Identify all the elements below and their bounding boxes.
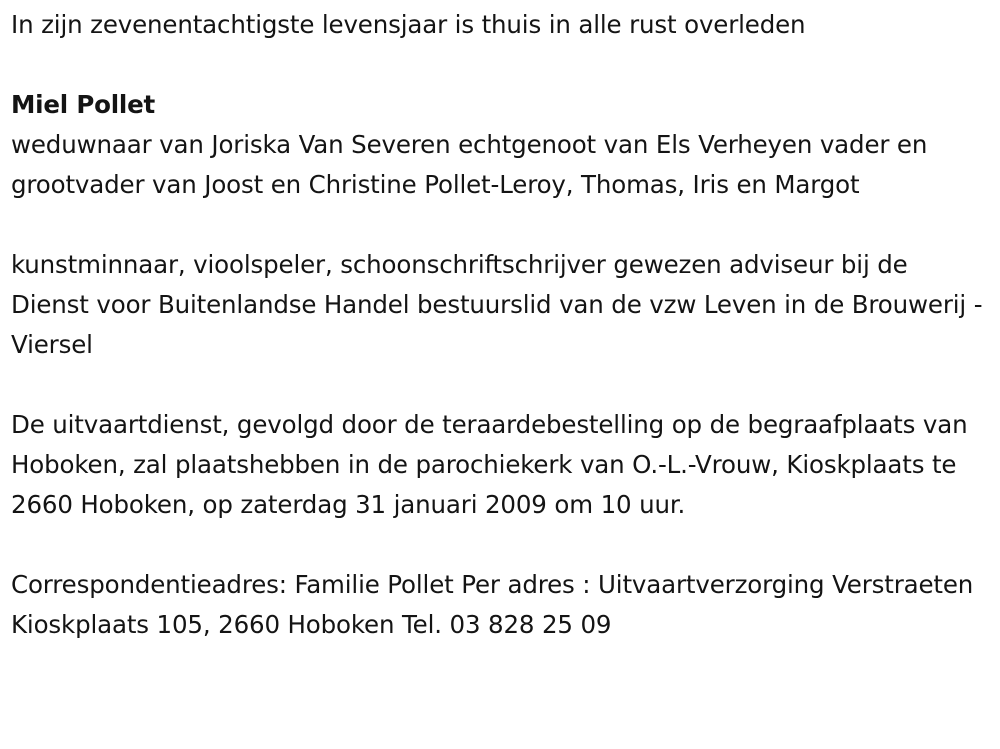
- funeral-details: De uitvaartdienst, gevolgd door de teraardebestelling op de begraafplaats van Hoboken, zal plaatshebben in de parochiekerk van O.-L.-Vrouw, Kioskplaats te 2660 Hoboken, op zaterdag 31 januari 2009 om 10 uur.: [11, 410, 968, 519]
- roles-text: kunstminnaar, vioolspeler, schoonschriftschrijver gewezen adviseur bij de Dienst voor Buitenlandse Handel bestuurslid van de vzw Leven in de Brouwerij - Viersel: [11, 250, 983, 359]
- deceased-name: Miel Pollet: [11, 90, 156, 119]
- death-notice: [11, 8, 986, 645]
- intro-text: In zijn zevenentachtigste levensjaar is thuis in alle rust overleden: [11, 10, 806, 39]
- correspondence-address: Correspondentieadres: Familie Pollet Per adres : Uitvaartverzorging Verstraeten Kioskplaats 105, 2660 Hoboken Tel. 03 828 25 09: [11, 570, 974, 639]
- family-relations: weduwnaar van Joriska Van Severen echtgenoot van Els Verheyen vader en grootvader van Joost en Christine Pollet-Leroy, Thomas, Iris en Margot: [11, 130, 928, 199]
